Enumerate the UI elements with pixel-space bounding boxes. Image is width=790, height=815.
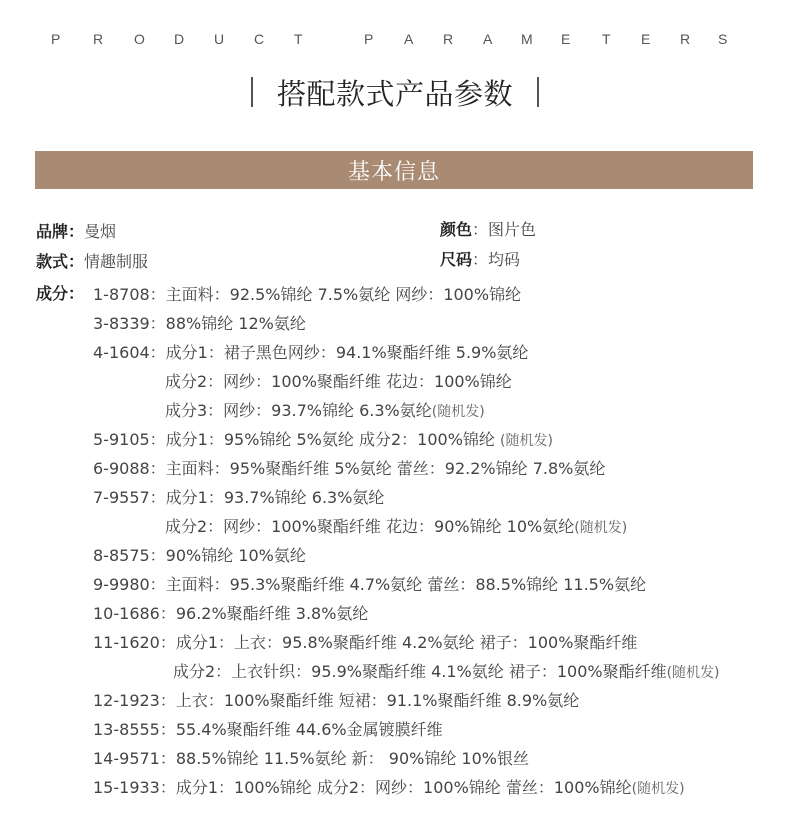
composition-text: 7-9557：成分1：93.7%锦纶 6.3%氨纶 bbox=[93, 488, 385, 507]
composition-label-text: 成分： bbox=[36, 284, 85, 303]
letter: A bbox=[483, 31, 493, 47]
size-row bbox=[440, 250, 520, 270]
composition-line bbox=[165, 372, 512, 392]
brand-row bbox=[36, 222, 116, 242]
composition-line bbox=[93, 720, 443, 740]
letter: T bbox=[294, 31, 303, 47]
composition-text: 8-8575：90%锦纶 10%氨纶 bbox=[93, 546, 306, 565]
style-label: 款式： bbox=[36, 252, 85, 271]
composition-text: 14-9571：88.5%锦纶 11.5%氨纶 新： 90%锦纶 10%银丝 bbox=[93, 749, 529, 768]
style-value: 情趣制服 bbox=[84, 252, 149, 271]
composition-line bbox=[93, 778, 685, 799]
color-label: 颜色 bbox=[440, 220, 473, 239]
composition-line bbox=[93, 633, 637, 653]
composition-text: 5-9105：成分1：95%锦纶 5%氨纶 成分2：100%锦纶 bbox=[93, 430, 500, 449]
page-title: 搭配款式产品参数 bbox=[276, 76, 513, 111]
composition-line bbox=[93, 314, 306, 334]
size-label: 尺码 bbox=[440, 250, 473, 269]
composition-text: 成分2：网纱：100%聚酯纤维 花边：100%锦纶 bbox=[165, 372, 512, 391]
random-note: (随机发) bbox=[499, 433, 553, 449]
composition-label bbox=[36, 284, 84, 304]
letter: R bbox=[443, 31, 454, 47]
random-note: (随机发) bbox=[631, 781, 685, 797]
composition-line bbox=[165, 401, 485, 422]
letter: T bbox=[602, 31, 611, 47]
color-value: ：图片色 bbox=[472, 220, 537, 239]
letter: O bbox=[134, 31, 145, 47]
random-note: (随机发) bbox=[574, 520, 628, 536]
letter: P bbox=[364, 31, 374, 47]
composition-line bbox=[93, 430, 553, 451]
composition-line bbox=[93, 459, 605, 479]
composition-text: 12-1923：上衣：100%聚酯纤维 短裙：91.1%聚酯纤维 8.9%氨纶 bbox=[93, 691, 580, 710]
composition-line bbox=[93, 604, 368, 624]
section-title: 基本信息 bbox=[347, 159, 440, 185]
composition-text: 成分2：上衣针织：95.9%聚酯纤维 4.1%氨纶 裙子：100%聚酯纤维 bbox=[173, 662, 667, 681]
random-note: (随机发) bbox=[666, 665, 720, 681]
title-block bbox=[0, 74, 790, 110]
composition-line bbox=[93, 488, 384, 508]
composition-text: 10-1686：96.2%聚酯纤维 3.8%氨纶 bbox=[93, 604, 369, 623]
brand-label: 品牌： bbox=[36, 222, 85, 241]
right-divider bbox=[537, 77, 539, 107]
style-row bbox=[36, 252, 148, 272]
letter: D bbox=[174, 31, 185, 47]
composition-text: 15-1933：成分1：100%锦纶 成分2：网纱：100%锦纶 蕾丝：100%锦纶 bbox=[93, 778, 632, 797]
letter: R bbox=[93, 31, 104, 47]
section-header-band bbox=[35, 151, 753, 189]
letter: M bbox=[521, 31, 533, 47]
letter: E bbox=[641, 31, 651, 47]
composition-line bbox=[165, 517, 627, 538]
english-subtitle bbox=[0, 31, 790, 51]
letter: E bbox=[561, 31, 571, 47]
composition-text: 9-9980：主面料：95.3%聚酯纤维 4.7%氨纶 蕾丝：88.5%锦纶 11.5%氨纶 bbox=[93, 575, 647, 594]
letter: C bbox=[254, 31, 265, 47]
left-divider bbox=[251, 77, 253, 107]
letter: P bbox=[51, 31, 61, 47]
letter: S bbox=[718, 31, 728, 47]
composition-text: 1-8708：主面料：92.5%锦纶 7.5%氨纶 网纱：100%锦纶 bbox=[93, 285, 522, 304]
composition-line bbox=[93, 749, 529, 769]
composition-text: 6-9088：主面料：95%聚酯纤维 5%氨纶 蕾丝：92.2%锦纶 7.8%氨纶 bbox=[93, 459, 606, 478]
letter: U bbox=[214, 31, 225, 47]
composition-line bbox=[93, 691, 579, 711]
composition-text: 成分3：网纱：93.7%锦纶 6.3%氨纶 bbox=[165, 401, 432, 420]
letter: R bbox=[680, 31, 691, 47]
composition-line bbox=[93, 546, 306, 566]
size-value: ：均码 bbox=[472, 250, 521, 269]
color-row bbox=[440, 220, 536, 240]
composition-line bbox=[93, 343, 528, 363]
composition-text: 成分2：网纱：100%聚酯纤维 花边：90%锦纶 10%氨纶 bbox=[165, 517, 575, 536]
composition-text: 4-1604：成分1：裙子黑色网纱：94.1%聚酯纤维 5.9%氨纶 bbox=[93, 343, 529, 362]
letter: A bbox=[404, 31, 414, 47]
composition-line bbox=[173, 662, 720, 683]
random-note: (随机发) bbox=[431, 404, 485, 420]
composition-line bbox=[93, 285, 521, 305]
composition-text: 11-1620：成分1：上衣：95.8%聚酯纤维 4.2%氨纶 裙子：100%聚酯纤维 bbox=[93, 633, 638, 652]
composition-text: 3-8339：88%锦纶 12%氨纶 bbox=[93, 314, 306, 333]
composition-text: 13-8555：55.4%聚酯纤维 44.6%金属镀膜纤维 bbox=[93, 720, 443, 739]
composition-line bbox=[93, 575, 646, 595]
brand-value: 曼烟 bbox=[84, 222, 117, 241]
